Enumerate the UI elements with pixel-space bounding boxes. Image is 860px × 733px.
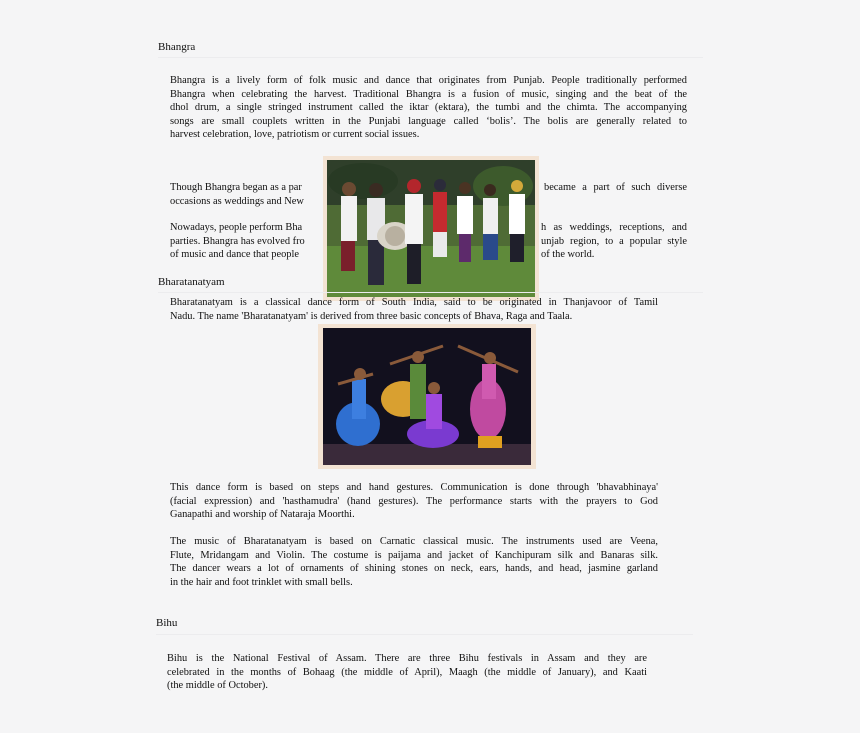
heading-bhangra: Bhangra — [158, 41, 196, 53]
text-line: harvest celebration, love, patriotism or current social issues. — [170, 129, 420, 141]
bharatanatyam-paragraph-3 — [170, 535, 658, 589]
bihu-paragraph-1 — [167, 652, 647, 693]
text-line: Ganapathi and worship of Nataraja Moorthi. — [170, 509, 355, 521]
bhangra-paragraph-2-right — [544, 181, 687, 195]
bhangra-dancers-photo — [323, 156, 539, 301]
text-line: (facial expression) and 'hasthamudra' (hand gestures). The performance starts with the prayers to God — [170, 495, 658, 507]
bhangra-paragraph-1 — [170, 74, 687, 142]
divider — [158, 57, 703, 58]
bhangra-paragraph-3-right — [541, 221, 687, 262]
bhangra-paragraph-3-left — [170, 221, 305, 262]
text-line: Flute, Mridangam and Violin. The costume is paijama and jacket of Kanchipuram silk and Banaras silk. — [170, 549, 658, 561]
text-line: Bihu is the National Festival of Assam. There are three Bihu festivals in Assam and they are — [167, 653, 647, 664]
divider — [158, 292, 703, 293]
text-line: h as weddings, receptions, and — [541, 222, 687, 233]
text-line: became a part of such diverse — [544, 182, 687, 193]
text-line: Nowadays, people perform Bha — [170, 222, 303, 233]
text-line: in the hair and foot trinklet with small bells. — [170, 576, 353, 588]
text-line: This dance form is based on steps and hand gestures. Communication is done through 'bhavabhinaya' — [170, 482, 658, 493]
text-line: of the world. — [541, 249, 595, 261]
bharatanatyam-paragraph-2 — [170, 481, 658, 522]
divider — [156, 634, 693, 635]
text-line: Nadu. The name 'Bharatanatyam' is derived from three basic concepts of Bhava, Raga and Taala. — [170, 310, 573, 322]
text-line: The dancer wears a lot of ornaments of shining stones on neck, ears, hands, and head, jasmine garland — [170, 563, 658, 575]
text-line: occasions as weddings and New — [170, 195, 304, 207]
text-line: celebrated in the months of Bohaag (the middle of April), Maagh (the middle of January), and Kaati — [167, 666, 647, 678]
text-line: Bhangra is a lively form of folk music and dance that originates from Punjab. People traditionally performed — [170, 75, 687, 86]
heading-bharatanatyam: Bharatanatyam — [158, 276, 225, 288]
text-line: unjab region, to a popular style — [541, 235, 687, 247]
bhangra-paragraph-2-left — [170, 181, 304, 208]
heading-bihu: Bihu — [156, 617, 178, 629]
text-line: songs are small couplets written in the Punjabi language called ‘bolis’. The bolis are generally related to — [170, 115, 687, 127]
text-line: parties. Bhangra has evolved fro — [170, 235, 305, 247]
text-line: dhol drum, a single stringed instrument called the iktar (ektara), the tumbi and the chimta. The accompanying — [170, 102, 687, 114]
bharatanatyam-paragraph-1 — [170, 296, 658, 323]
text-line: The music of Bharatanatyam is based on Carnatic classical music. The instruments used are Veena, — [170, 536, 658, 547]
text-line: Though Bhangra began as a par — [170, 182, 302, 193]
text-line: (the middle of October). — [167, 680, 268, 692]
text-line: Bharatanatyam is a classical dance form of South India, said to be originated in Thanjavoor of Tamil — [170, 297, 658, 308]
bharatanatyam-dancers-photo — [318, 324, 536, 469]
text-line: Bhangra when celebrating the harvest. Traditional Bhangra is a fusion of music, singing and the beat of the — [170, 88, 687, 100]
text-line: of music and dance that people — [170, 249, 299, 261]
